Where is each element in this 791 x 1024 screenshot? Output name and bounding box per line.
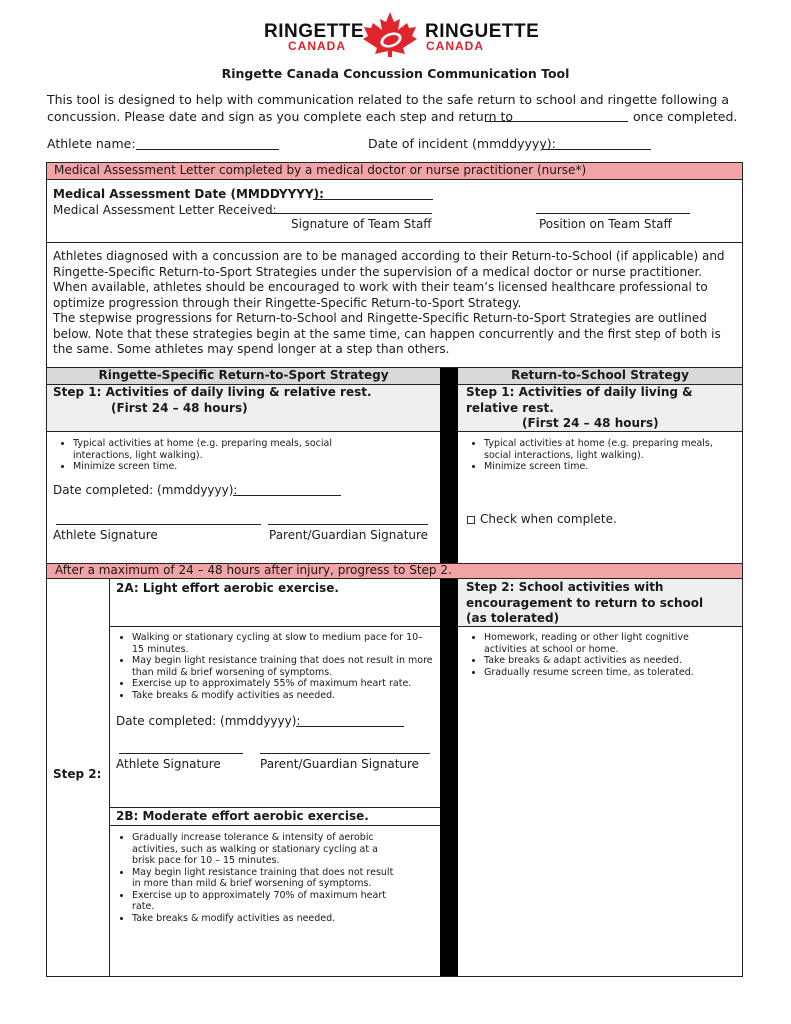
- step2a-athlete-signature-field[interactable]: [119, 753, 243, 754]
- sport-step1-bullets: [53, 438, 393, 473]
- logo: [262, 10, 540, 56]
- step2b-title: 2B: Moderate effort aerobic exercise.: [116, 809, 369, 823]
- step2a-parent-signature-field[interactable]: [260, 753, 430, 754]
- logo-right-sub: CANADA: [426, 39, 484, 53]
- athlete-name-label: Athlete name:: [47, 136, 136, 151]
- list-item: • Walking or stationary cycling at slow to medium pace for 10–15 minutes.: [132, 632, 434, 655]
- assessment-date-field[interactable]: [313, 199, 433, 200]
- column-divider: [440, 579, 458, 976]
- list-item: • Minimize screen time.: [484, 461, 729, 473]
- list-item: • Minimize screen time.: [73, 461, 393, 473]
- athlete-signature-label: Athlete Signature: [53, 528, 158, 542]
- parent-signature-label: Parent/Guardian Signature: [260, 757, 420, 771]
- list-item: • Typical activities at home (e.g. preparing meals, social interactions, light walking).: [484, 438, 729, 461]
- list-item: • Typical activities at home (e.g. preparing meals, social interactions, light walking).: [73, 438, 393, 461]
- list-item: • Exercise up to approximately 70% of maximum heart rate.: [132, 890, 394, 913]
- divider: [458, 626, 742, 627]
- medical-banner-text: Medical Assessment Letter completed by a medical doctor or nurse practitioner (nurse*): [54, 163, 587, 177]
- school-step1-checkbox[interactable]: [467, 516, 475, 524]
- step2a-date-label: Date completed: (mmddyyyy):: [116, 714, 301, 728]
- school-step1-bullets: [464, 438, 729, 473]
- sport-step1-date-field[interactable]: [233, 495, 341, 496]
- logo-left-main: RINGETTE: [264, 21, 365, 42]
- school-step1-sub: (First 24 – 48 hours): [522, 416, 659, 430]
- athlete-signature-label: Athlete Signature: [116, 757, 221, 771]
- progress-note: After a maximum of 24 – 48 hours after injury, progress to Step 2.: [55, 563, 452, 577]
- step2b-bullets: [112, 832, 394, 924]
- assessment-date-label: Medical Assessment Date (MMDDYYYY):: [53, 187, 324, 201]
- school-step1-title: Step 1: Activities of daily living & relative rest.: [466, 385, 693, 415]
- list-item: • Homework, reading or other light cognitive activities at school or home.: [484, 632, 729, 655]
- list-item: • May begin light resistance training that does not result in more than mild & brief worsening of symptoms.: [132, 867, 394, 890]
- divider: [109, 579, 110, 976]
- divider: [47, 431, 440, 432]
- divider: [109, 825, 440, 826]
- divider: [47, 384, 440, 385]
- team-staff-position-field[interactable]: [536, 213, 690, 214]
- list-item: • Take breaks & modify activities as needed.: [132, 690, 434, 702]
- intro-line-2-post: once completed.: [633, 109, 738, 124]
- list-item: • Gradually resume screen time, as tolerated.: [484, 667, 729, 679]
- divider: [109, 807, 440, 808]
- guidance-paragraph-2: The stepwise progressions for Return-to-School and Ringette-Specific Return-to-Sport Strategies are outlined below. Note that these strategies begin at the same time, can happen concurrently and the first step of both is the same. Some athletes may spend longer at a step than others.: [53, 311, 721, 356]
- list-item: • Take breaks & modify activities as needed.: [132, 913, 394, 925]
- divider: [109, 626, 440, 627]
- logo-right-main: RINGUETTE: [425, 21, 540, 42]
- sport-header: Ringette-Specific Return-to-Sport Strategy: [98, 368, 389, 382]
- page-title: Ringette Canada Concussion Communication Tool: [221, 66, 570, 81]
- sport-step1-parent-signature-field[interactable]: [268, 524, 428, 525]
- school-header: Return-to-School Strategy: [511, 368, 689, 382]
- step2a-date-field[interactable]: [296, 726, 404, 727]
- step2a-title: 2A: Light effort aerobic exercise.: [116, 581, 339, 595]
- school-step2-bullets: [464, 632, 729, 678]
- maple-leaf-icon: [361, 10, 419, 58]
- list-item: • Exercise up to approximately 55% of maximum heart rate.: [132, 678, 434, 690]
- guidance-paragraph-1: Athletes diagnosed with a concussion are to be managed according to their Return-to-School (if applicable) and Ringette-Specific Return-to-Sport Strategies under the supervision of a medical doctor or nurse practitioner. When available, athletes should be encouraged to work with their team’s licensed healthcare professional to optimize progression through their Ringette-Specific Return-to-Sport Strategy.: [53, 249, 725, 310]
- team-staff-signature-label: Signature of Team Staff: [291, 217, 432, 231]
- sport-step1-athlete-signature-field[interactable]: [56, 524, 261, 525]
- list-item: • Take breaks & adapt activities as needed.: [484, 655, 729, 667]
- return-to-field[interactable]: [485, 121, 628, 122]
- school-step1-checkbox-label: Check when complete.: [480, 512, 617, 526]
- athlete-name-field[interactable]: [136, 149, 279, 150]
- step2-label: Step 2:: [53, 767, 102, 781]
- sport-step1-date-label: Date completed: (mmddyyyy):: [53, 483, 238, 497]
- list-item: • May begin light resistance training that does not result in more than mild & brief worsening of symptoms.: [132, 655, 434, 678]
- list-item: • Gradually increase tolerance & intensity of aerobic activities, such as walking or stationary cycling at a brisk pace for 10 – 15 minutes.: [132, 832, 394, 867]
- letter-received-label: Medical Assessment Letter Received:: [53, 203, 277, 217]
- divider: [47, 242, 742, 243]
- sport-step1-sub: (First 24 – 48 hours): [111, 401, 248, 415]
- intro-line-1: This tool is designed to help with communication related to the safe return to school and ringette following a: [47, 92, 729, 107]
- date-of-incident-field[interactable]: [543, 149, 651, 150]
- divider: [458, 384, 742, 385]
- team-staff-signature-field[interactable]: [271, 213, 432, 214]
- school-step2-title: Step 2: School activities with encouragement to return to school (as tolerated): [466, 580, 704, 625]
- column-divider: [440, 368, 458, 563]
- logo-left-sub: CANADA: [288, 39, 346, 53]
- date-of-incident-label: Date of incident (mmddyyyy):: [368, 136, 556, 151]
- divider: [458, 431, 742, 432]
- parent-signature-label: Parent/Guardian Signature: [269, 528, 429, 542]
- sport-step1-title: Step 1: Activities of daily living & relative rest.: [53, 385, 372, 399]
- step2a-bullets: [112, 632, 434, 701]
- intro-line-2-pre: concussion. Please date and sign as you complete each step and return to: [47, 109, 514, 124]
- team-staff-position-label: Position on Team Staff: [539, 217, 672, 231]
